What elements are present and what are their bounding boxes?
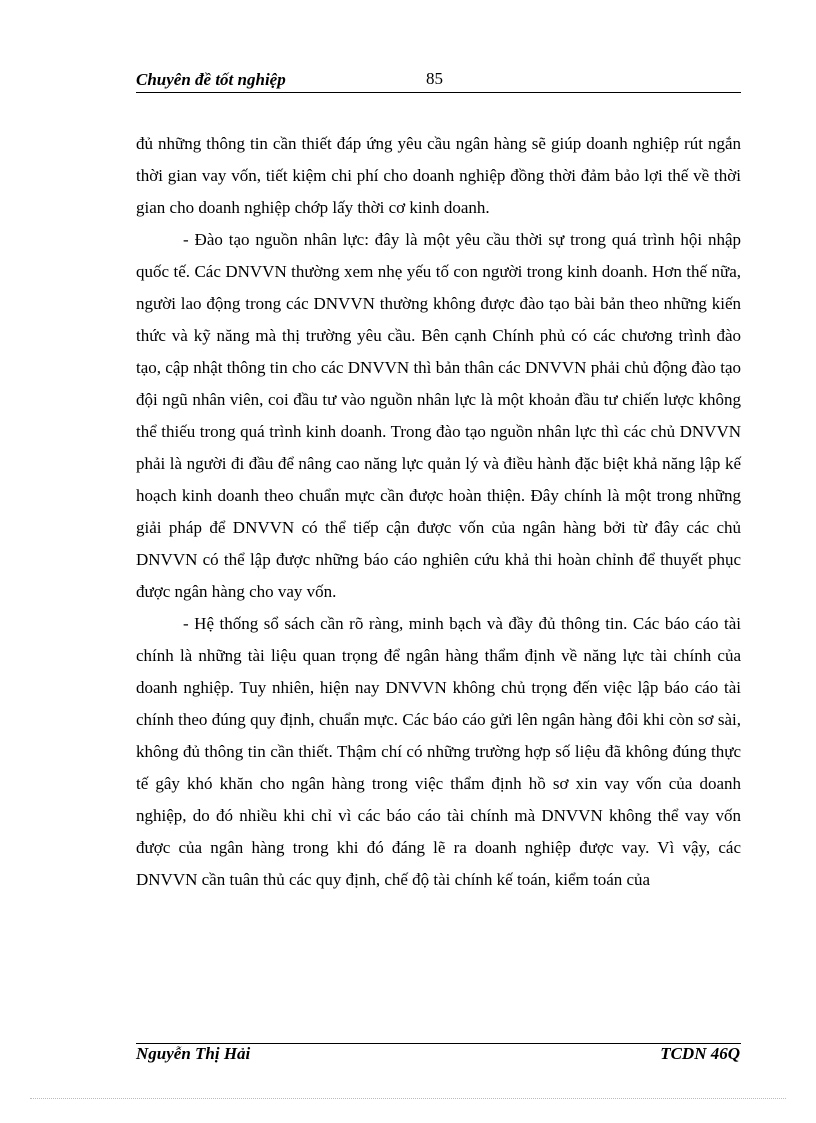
- paragraph-continuation: đủ những thông tin cần thiết đáp ứng yêu cầu ngân hàng sẽ giúp doanh nghiệp rút ngắn thời gian vay vốn, tiết kiệm chi phí cho doanh nghiệp đồng thời đảm bảo lợi thế về thời gian cho doanh nghiệp chớp lấy thời cơ kinh doanh.: [136, 134, 741, 217]
- page-bottom-dotted-rule: [30, 1098, 786, 1099]
- footer-author: Nguyễn Thị Hải: [136, 1044, 251, 1063]
- running-header-title: Chuyên đề tốt nghiệp: [136, 70, 286, 89]
- body-text: [136, 128, 741, 896]
- footer-class-code: TCDN 46Q: [660, 1044, 740, 1063]
- paragraph-accounting: - Hệ thống sổ sách cần rõ ràng, minh bạch và đầy đủ thông tin. Các báo cáo tài chính là những tài liệu quan trọng để ngân hàng thẩm định về năng lực tài chính của doanh nghiệp. Tuy nhiên, hiện nay DNVVN không chủ trọng đến việc lập báo cáo tài chính theo đúng quy định, chuẩn mực. Các báo cáo gửi lên ngân hàng đôi khi còn sơ sài, không đủ thông tin cần thiết. Thậm chí có những trường hợp số liệu đã không đúng thực tế gây khó khăn cho ngân hàng trong việc thẩm định hồ sơ xin vay vốn của doanh nghiệp, do đó nhiều khi chỉ vì các báo cáo tài chính mà DNVVN không thể vay vốn được của ngân hàng trong khi đó đáng lẽ ra doanh nghiệp được vay. Vì vậy, các DNVVN cần tuân thủ các quy định, chế độ tài chính kế toán, kiểm toán của: [136, 614, 741, 889]
- paragraph-training: - Đào tạo nguồn nhân lực: đây là một yêu cầu thời sự trong quá trình hội nhập quốc tế. Các DNVVN thường xem nhẹ yếu tố con người trong kinh doanh. Hơn thế nữa, người lao động trong các DNVVN thường không được đào tạo bài bản theo những kiến thức và kỹ năng mà thị trường yêu cầu. Bên cạnh Chính phủ có các chương trình đào tạo, cập nhật thông tin cho các DNVVN thì bản thân các DNVVN phải chủ động đào tạo đội ngũ nhân viên, coi đầu tư vào nguồn nhân lực là một khoản đầu tư chiến lược không thể thiếu trong quá trình kinh doanh. Trong đào tạo nguồn nhân lực thì các chủ DNVVN phải là người đi đầu để nâng cao năng lực quản lý và điều hành đặc biệt khả năng lập kế hoạch kinh doanh theo chuẩn mực cần được hoàn thiện. Đây chính là một trong những giải pháp để DNVVN có thể tiếp cận được vốn của ngân hàng bởi từ đây các chủ DNVVN có thể lập được những báo cáo nghiên cứu khả thi hoàn chỉnh để thuyết phục được ngân hàng cho vay vốn.: [136, 230, 741, 601]
- page-number: 85: [426, 69, 443, 88]
- header-divider: [136, 92, 741, 93]
